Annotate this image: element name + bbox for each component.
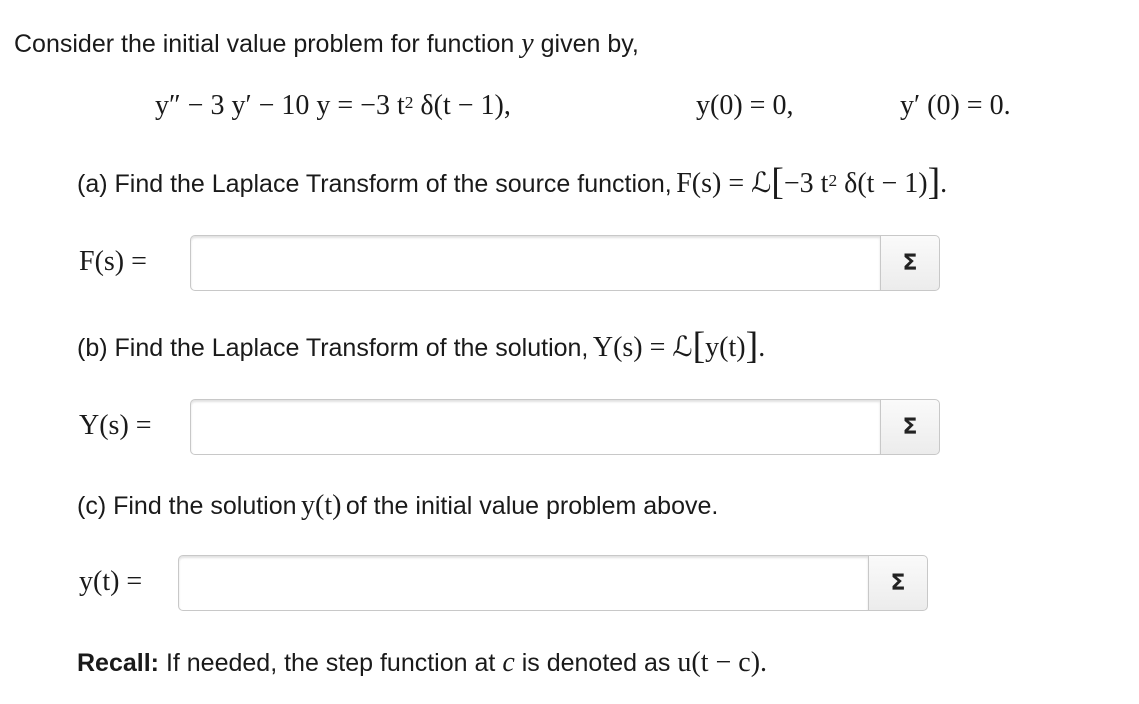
answer-a-input[interactable]	[190, 235, 880, 291]
answer-c-input[interactable]	[178, 555, 868, 611]
part-a-text: (a) Find the Laplace Transform of the source function,	[77, 170, 672, 198]
recall-note	[77, 647, 767, 679]
part-b-prompt	[77, 325, 766, 368]
recall-var: c	[502, 647, 515, 678]
part-c-text-b: of the initial value problem above.	[345, 492, 719, 520]
part-c-math: y(t)	[301, 490, 342, 521]
ode-lhs: y″ − 3 y′ − 10 y = −3 $t^2$ δ(t − 1),	[155, 90, 511, 121]
intro-text: Consider the initial value problem for function	[14, 30, 515, 58]
answer-b-input[interactable]	[190, 399, 880, 455]
answer-b-sigma-button[interactable]	[880, 399, 940, 455]
recall-text-2: is denoted as	[521, 649, 671, 677]
part-c-text-a: (c) Find the solution	[77, 492, 297, 520]
part-b-text: (b) Find the Laplace Transform of the solution,	[77, 334, 589, 362]
intro-line	[14, 28, 639, 60]
sigma-icon: Σ	[890, 570, 906, 596]
answer-b-label: Y(s) =	[79, 410, 152, 441]
part-b-math: Y(s) = ℒ[y(t)].	[592, 325, 766, 368]
answer-a-label: F(s) =	[79, 246, 147, 277]
answer-c-label: y(t) =	[79, 566, 143, 597]
answer-c-sigma-button[interactable]	[868, 555, 928, 611]
intro-var: y	[521, 28, 534, 59]
part-c-prompt	[77, 490, 718, 522]
part-a-math: F(s) = ℒ[−3 $t^2$ δ(t − 1)].	[676, 161, 948, 204]
recall-label: Recall:	[77, 649, 159, 677]
part-a-prompt	[77, 161, 948, 204]
recall-math: u(t − c).	[677, 647, 768, 678]
initial-condition-2: y′ (0) = 0.	[900, 90, 1011, 121]
initial-condition-1: y(0) = 0,	[696, 90, 794, 121]
sigma-icon: Σ	[902, 250, 918, 276]
recall-text: If needed, the step function at	[165, 649, 496, 677]
answer-b-group	[190, 399, 940, 455]
answer-a-group	[190, 235, 940, 291]
answer-c-group	[178, 555, 928, 611]
intro-tail: given by,	[540, 30, 639, 58]
ode-equation	[155, 90, 511, 122]
answer-a-sigma-button[interactable]	[880, 235, 940, 291]
sigma-icon: Σ	[902, 414, 918, 440]
